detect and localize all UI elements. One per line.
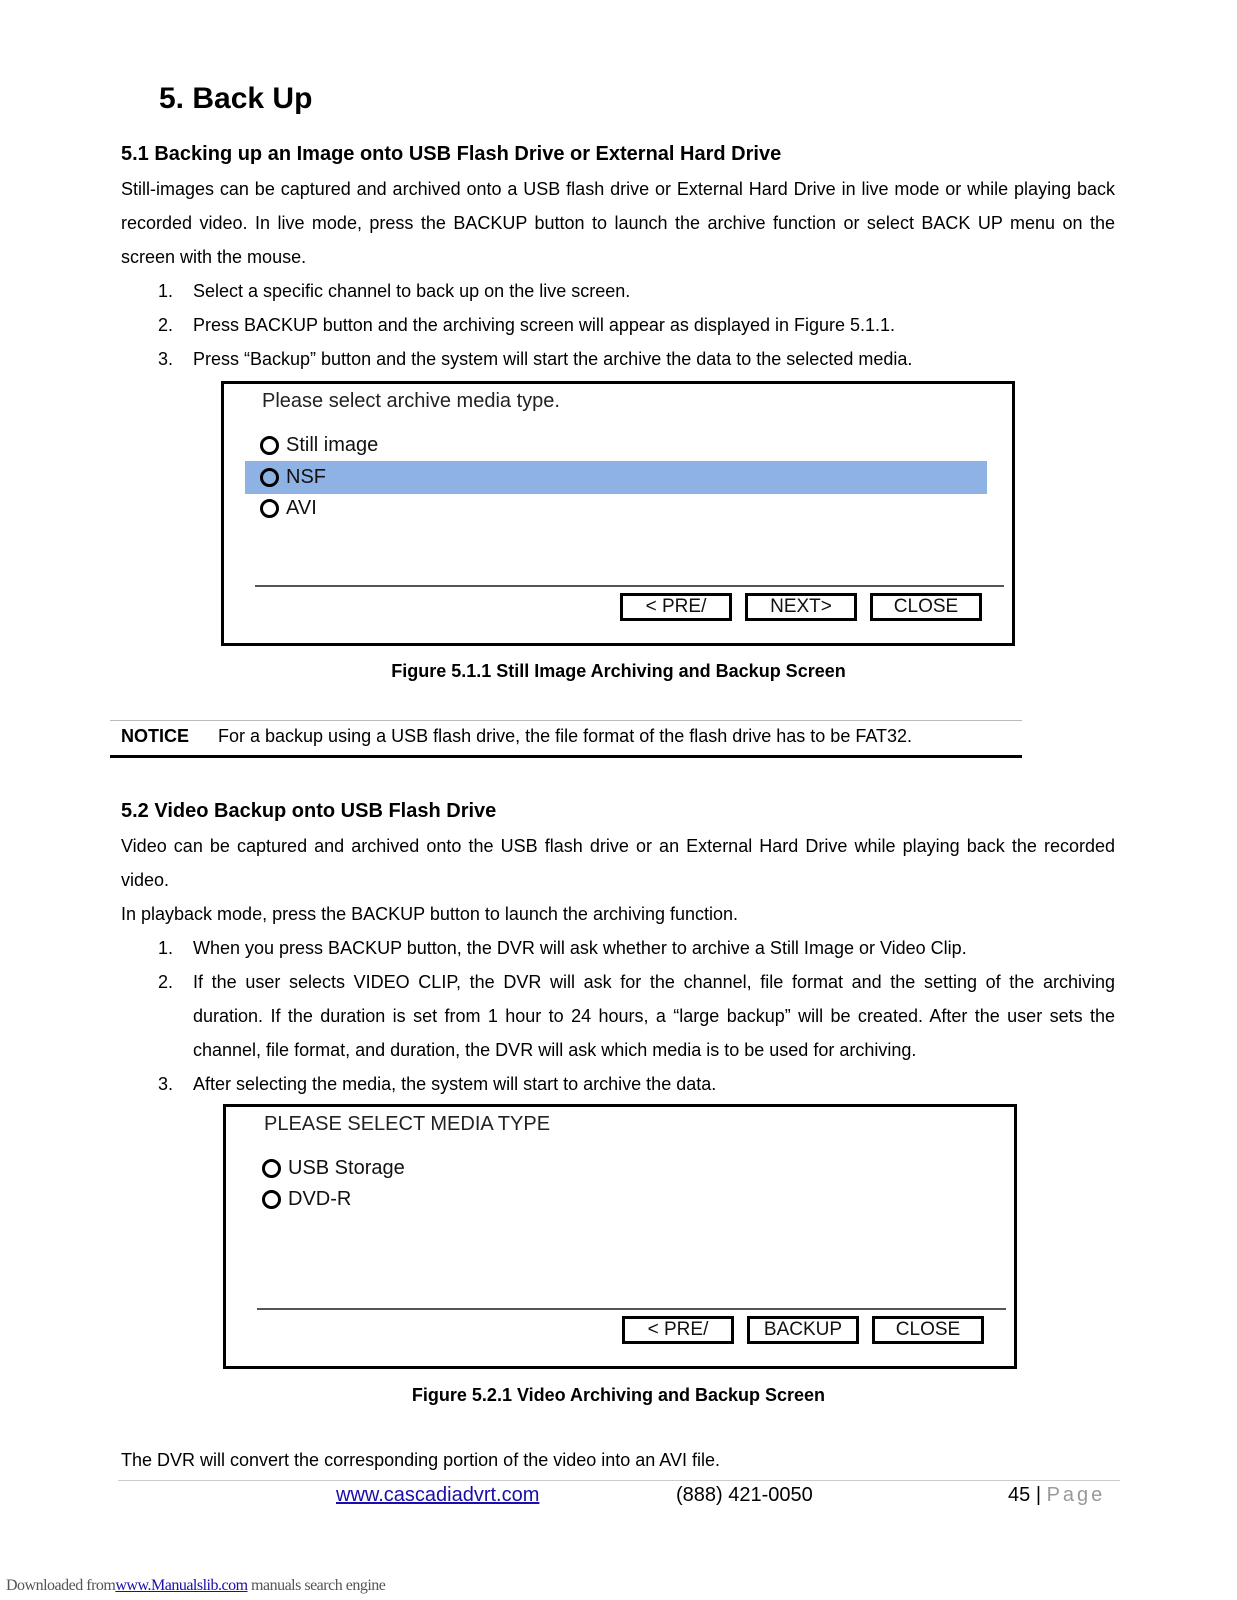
notice-bottom-rule [110,755,1022,758]
list-item: 2. If the user selects VIDEO CLIP, the DVR will ask for the channel, file format and the setting of the archiving duration. If the duration is set from 1 hour to 24 hours, a “large backup” will be created. After the user sets the channel, file format, and duration, the DVR will ask which media is to be used for archiving. [158,972,1115,1060]
media-type-dialog [223,1104,1017,1369]
download-credit: Downloaded fromwww.Manualslib.com manuals search engine [6,1577,386,1594]
section-5-2-intro-2: In playback mode, press the BACKUP button to launch the archiving function. [121,904,739,924]
list-item: 1. Select a specific channel to back up on the live screen. [158,281,631,301]
radio-icon [260,468,279,487]
notice-box [121,726,912,747]
section-5-1-intro: Still-images can be captured and archived onto a USB flash drive or External Hard Drive in live mode or while playing back recorded video. In live mode, press the BACKUP button to launch the archive function or select BACK UP menu on the screen with the mouse. [121,179,1115,267]
manualslib-link[interactable]: www.Manualslib.com [115,1577,248,1594]
page-number: 45 | Page [1008,1484,1106,1506]
option-nsf[interactable]: NSF [260,461,326,493]
website-link[interactable]: www.cascadiadvrt.com [336,1484,540,1506]
dialog-title: PLEASE SELECT MEDIA TYPE [264,1113,551,1135]
list-item: 3. After selecting the media, the system will start to archive the data. [158,1074,717,1094]
archive-media-dialog [221,381,1015,646]
option-avi[interactable]: AVI [260,492,317,524]
list-item: 1. When you press BACKUP button, the DVR will ask whether to archive a Still Image or Video Clip. [158,938,967,958]
close-button[interactable]: CLOSE [870,593,982,621]
footer-phone: (888) 421-0050 [676,1484,813,1506]
section-5-1-steps [121,274,1115,376]
figure-5-2-1-caption: Figure 5.2.1 Video Archiving and Backup Screen [411,1385,826,1405]
notice-label: NOTICE [121,726,190,746]
radio-icon [262,1159,281,1178]
dialog-divider [257,1308,1006,1310]
backup-button[interactable]: BACKUP [747,1316,859,1344]
section-title-5-2: 5.2 Video Backup onto USB Flash Drive [121,800,497,822]
notice-text: For a backup using a USB flash drive, the file format of the flash drive has to be FAT32. [218,726,913,746]
pre-button[interactable]: < PRE/ [622,1316,734,1344]
chapter-heading: 5. Back Up [159,82,313,115]
section-5-2-steps [121,931,1115,1101]
list-item: 2. Press BACKUP button and the archiving screen will appear as displayed in Figure 5.1.1. [158,315,896,335]
footer-website [336,1484,539,1507]
radio-icon [260,499,279,518]
radio-icon [260,436,279,455]
next-button[interactable]: NEXT> [745,593,857,621]
notice-top-rule [110,720,1022,721]
figure-5-1-1-caption: Figure 5.1.1 Still Image Archiving and Backup Screen [391,661,846,681]
closing-paragraph: The DVR will convert the corresponding portion of the video into an AVI file. [121,1450,720,1470]
option-dvd-r[interactable]: DVD-R [262,1183,351,1215]
option-still-image[interactable]: Still image [260,429,378,461]
footer-rule [118,1480,1120,1481]
close-button[interactable]: CLOSE [872,1316,984,1344]
radio-icon [262,1190,281,1209]
section-5-2-intro: Video can be captured and archived onto the USB flash drive or an External Hard Drive while playing back the recorded video. [121,836,1115,890]
section-title-5-1: 5.1 Backing up an Image onto USB Flash Drive or External Hard Drive [121,143,782,165]
option-usb-storage[interactable]: USB Storage [262,1152,405,1184]
list-item: 3. Press “Backup” button and the system will start the archive the data to the selected media. [158,349,913,369]
pre-button[interactable]: < PRE/ [620,593,732,621]
dialog-divider [255,585,1004,587]
dialog-title: Please select archive media type. [262,390,560,412]
selected-row-highlight [245,461,987,494]
